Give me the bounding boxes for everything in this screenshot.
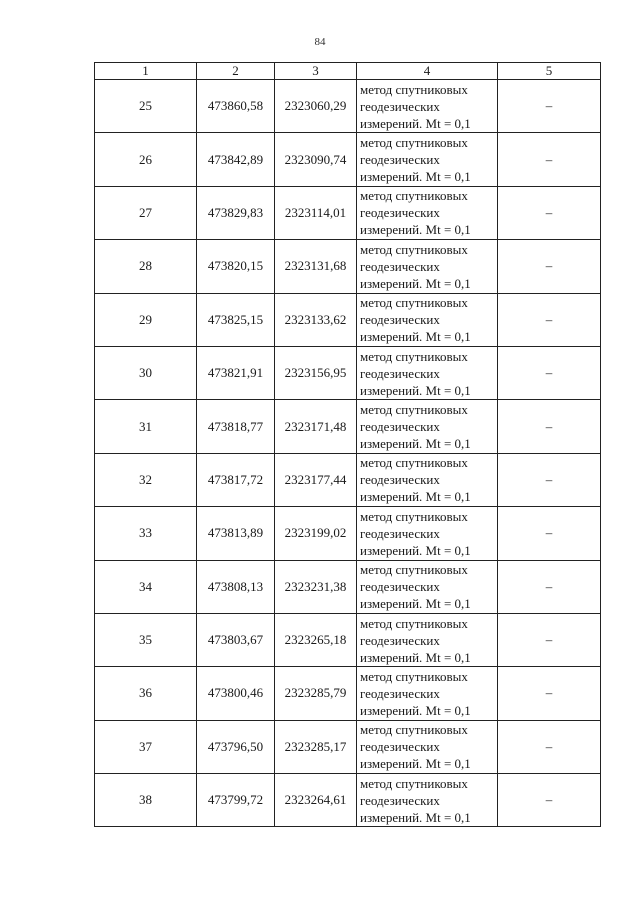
table-row [95, 400, 601, 453]
note-cell: – [498, 667, 601, 720]
coord-y: 2323285,79 [275, 667, 357, 720]
point-number: 36 [95, 667, 197, 720]
header-row [95, 63, 601, 80]
table-row [95, 613, 601, 666]
method-line-2: геодезических [360, 739, 440, 755]
coord-y: 2323285,17 [275, 720, 357, 773]
note-cell: – [498, 613, 601, 666]
coord-x: 473820,15 [197, 240, 275, 293]
method-cell [357, 80, 498, 133]
method-line-2: геодезических [360, 419, 440, 435]
table-row [95, 240, 601, 293]
page-number: 84 [314, 36, 326, 48]
method-line-3: измерений. Mt = 0,1 [360, 169, 471, 185]
point-number: 27 [95, 186, 197, 239]
point-number: 33 [95, 507, 197, 560]
table-row [95, 453, 601, 506]
coord-x: 473808,13 [197, 560, 275, 613]
coord-x: 473813,89 [197, 507, 275, 560]
coord-y: 2323265,18 [275, 613, 357, 666]
method-line-1: метод спутниковых [360, 402, 468, 418]
coord-y: 2323090,74 [275, 133, 357, 186]
method-line-3: измерений. Mt = 0,1 [360, 649, 471, 665]
table-row [95, 667, 601, 720]
table-row [95, 774, 601, 827]
table-row [95, 346, 601, 399]
method-line-1: метод спутниковых [360, 508, 468, 524]
point-number: 34 [95, 560, 197, 613]
method-line-1: метод спутниковых [360, 615, 468, 631]
method-line-3: измерений. Mt = 0,1 [360, 115, 471, 131]
coord-y: 2323199,02 [275, 507, 357, 560]
method-line-2: геодезических [360, 312, 440, 328]
point-number: 31 [95, 400, 197, 453]
method-line-1: метод спутниковых [360, 81, 468, 97]
method-line-2: геодезических [360, 525, 440, 541]
coord-y: 2323177,44 [275, 453, 357, 506]
note-cell: – [498, 80, 601, 133]
method-line-1: метод спутниковых [360, 135, 468, 151]
method-line-2: геодезических [360, 632, 440, 648]
point-number: 28 [95, 240, 197, 293]
method-cell [357, 453, 498, 506]
method-cell [357, 774, 498, 827]
coord-y: 2323264,61 [275, 774, 357, 827]
coord-y: 2323171,48 [275, 400, 357, 453]
method-line-2: геодезических [360, 472, 440, 488]
point-number: 38 [95, 774, 197, 827]
method-line-2: геодезических [360, 152, 440, 168]
coord-x: 473829,83 [197, 186, 275, 239]
method-line-2: геодезических [360, 258, 440, 274]
point-number: 37 [95, 720, 197, 773]
method-line-1: метод спутниковых [360, 562, 468, 578]
method-cell [357, 560, 498, 613]
coordinates-table [94, 62, 601, 827]
note-cell: – [498, 560, 601, 613]
method-cell [357, 720, 498, 773]
table-row [95, 293, 601, 346]
method-line-3: измерений. Mt = 0,1 [360, 702, 471, 718]
note-cell: – [498, 133, 601, 186]
method-line-3: измерений. Mt = 0,1 [360, 275, 471, 291]
table-row [95, 133, 601, 186]
method-line-1: метод спутниковых [360, 295, 468, 311]
method-line-3: измерений. Mt = 0,1 [360, 329, 471, 345]
method-line-1: метод спутниковых [360, 241, 468, 257]
note-cell: – [498, 453, 601, 506]
method-cell [357, 293, 498, 346]
coord-y: 2323156,95 [275, 346, 357, 399]
coord-y: 2323114,01 [275, 186, 357, 239]
note-cell: – [498, 720, 601, 773]
table-row [95, 80, 601, 133]
table-body [95, 80, 601, 827]
method-line-3: измерений. Mt = 0,1 [360, 596, 471, 612]
table-row [95, 186, 601, 239]
coord-x: 473821,91 [197, 346, 275, 399]
method-line-1: метод спутниковых [360, 188, 468, 204]
coord-x: 473799,72 [197, 774, 275, 827]
point-number: 25 [95, 80, 197, 133]
note-cell: – [498, 293, 601, 346]
method-line-1: метод спутниковых [360, 722, 468, 738]
method-line-3: измерений. Mt = 0,1 [360, 222, 471, 238]
method-line-2: геодезических [360, 792, 440, 808]
method-line-2: геодезических [360, 365, 440, 381]
coord-x: 473796,50 [197, 720, 275, 773]
coord-x: 473818,77 [197, 400, 275, 453]
method-line-2: геодезических [360, 205, 440, 221]
coord-y: 2323060,29 [275, 80, 357, 133]
coord-y: 2323131,68 [275, 240, 357, 293]
method-line-3: измерений. Mt = 0,1 [360, 489, 471, 505]
coord-y: 2323231,38 [275, 560, 357, 613]
method-line-3: измерений. Mt = 0,1 [360, 382, 471, 398]
table-header [95, 63, 601, 80]
method-line-1: метод спутниковых [360, 455, 468, 471]
table-row [95, 560, 601, 613]
table-row [95, 720, 601, 773]
note-cell: – [498, 346, 601, 399]
method-cell [357, 346, 498, 399]
method-line-2: геодезических [360, 685, 440, 701]
method-line-1: метод спутниковых [360, 775, 468, 791]
coord-x: 473817,72 [197, 453, 275, 506]
method-cell [357, 186, 498, 239]
note-cell: – [498, 400, 601, 453]
header-col-4: 4 [357, 63, 498, 80]
method-line-2: геодезических [360, 98, 440, 114]
method-line-1: метод спутниковых [360, 348, 468, 364]
coord-x: 473860,58 [197, 80, 275, 133]
coord-y: 2323133,62 [275, 293, 357, 346]
coord-x: 473842,89 [197, 133, 275, 186]
method-cell [357, 613, 498, 666]
header-col-5: 5 [498, 63, 601, 80]
coord-x: 473825,15 [197, 293, 275, 346]
method-cell [357, 400, 498, 453]
table-row [95, 507, 601, 560]
coord-x: 473803,67 [197, 613, 275, 666]
point-number: 29 [95, 293, 197, 346]
header-col-3: 3 [275, 63, 357, 80]
method-cell [357, 507, 498, 560]
method-cell [357, 133, 498, 186]
coord-x: 473800,46 [197, 667, 275, 720]
header-col-2: 2 [197, 63, 275, 80]
note-cell: – [498, 240, 601, 293]
method-line-3: измерений. Mt = 0,1 [360, 756, 471, 772]
method-line-3: измерений. Mt = 0,1 [360, 436, 471, 452]
note-cell: – [498, 186, 601, 239]
point-number: 30 [95, 346, 197, 399]
header-col-1: 1 [95, 63, 197, 80]
note-cell: – [498, 774, 601, 827]
point-number: 35 [95, 613, 197, 666]
method-line-3: измерений. Mt = 0,1 [360, 809, 471, 825]
method-cell [357, 240, 498, 293]
method-line-3: измерений. Mt = 0,1 [360, 542, 471, 558]
point-number: 26 [95, 133, 197, 186]
method-cell [357, 667, 498, 720]
point-number: 32 [95, 453, 197, 506]
note-cell: – [498, 507, 601, 560]
method-line-1: метод спутниковых [360, 668, 468, 684]
method-line-2: геодезических [360, 579, 440, 595]
